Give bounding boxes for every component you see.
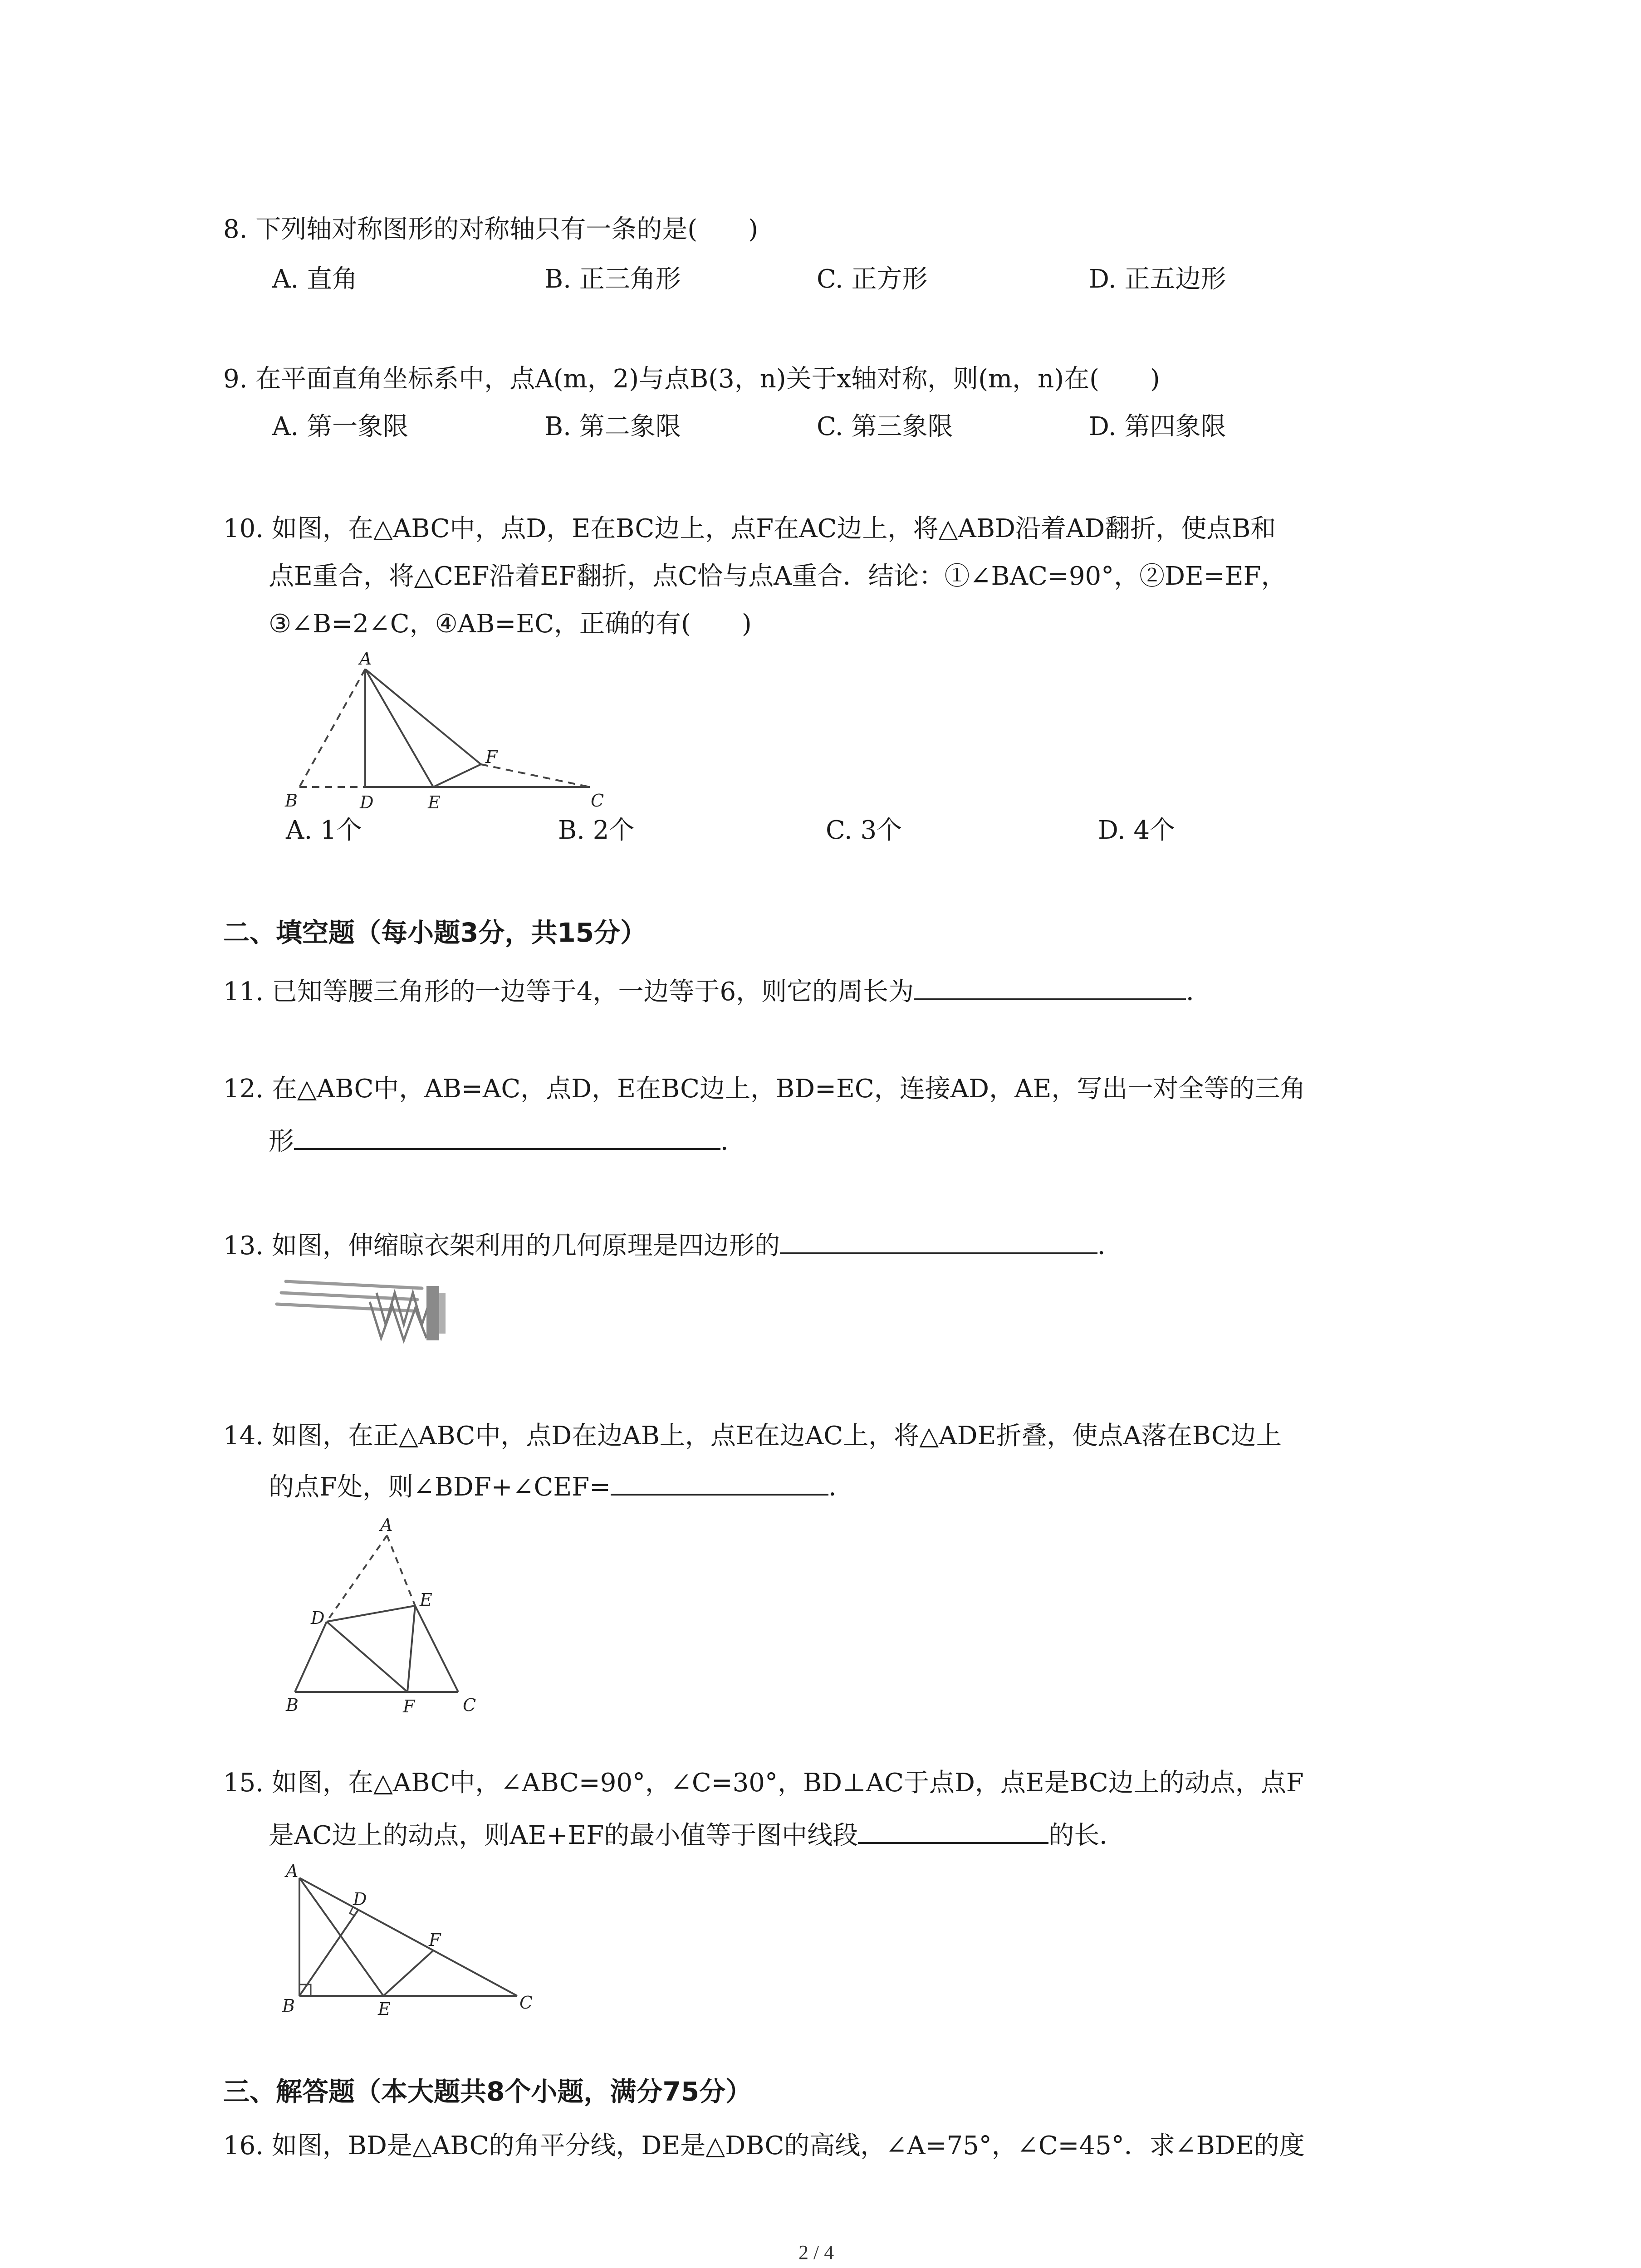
q14-seg-ec	[415, 1606, 458, 1692]
q14-answer-blank[interactable]	[611, 1468, 828, 1496]
q10-option-b: B. 2个	[558, 816, 635, 845]
q8-option-d: D. 正五边形	[1089, 264, 1226, 294]
q15-label-e: E	[378, 1999, 391, 2019]
q10-figure	[272, 644, 617, 812]
q14-label-d: D	[311, 1608, 325, 1628]
q14-figure	[277, 1515, 504, 1719]
q9-option-c: C. 第三象限	[817, 412, 953, 441]
q8-stem: 8. 下列轴对称图形的对称轴只有一条的是( )	[223, 215, 758, 244]
q14-seg-de	[327, 1606, 415, 1622]
q10-option-a: A. 1个	[286, 816, 362, 845]
q15-end: 的长．	[1048, 1821, 1125, 1850]
q12-line1: 12. 在△ABC中，AB=AC，点D，E在BC边上，BD=EC，连接AD，AE，写出一对全等的三角	[223, 1074, 1306, 1104]
q13-text: 13. 如图，伸缩晾衣架利用的几何原理是四边形的	[223, 1231, 780, 1261]
q8-option-b: B. 正三角形	[544, 264, 681, 294]
q14-label-b: B	[286, 1695, 299, 1715]
q15-line1: 15. 如图，在△ABC中，∠ABC=90°，∠C=30°，BD⊥AC于点D，点E是BC边上的动点，点F	[223, 1768, 1304, 1798]
q14-seg-ef	[407, 1606, 415, 1692]
q11-answer-blank[interactable]	[914, 973, 1186, 1000]
q14-end: ．	[828, 1472, 854, 1502]
q10-line1: 10. 如图，在△ABC中，点D，E在BC边上，点F在AC边上，将△ABD沿着AD翻折，使点B和	[223, 514, 1276, 543]
q15-line2	[269, 1817, 1125, 1852]
q15-seg-ef	[383, 1950, 433, 1996]
q10-label-f: F	[485, 747, 498, 767]
q10-seg-ef	[433, 764, 481, 787]
q13-answer-blank[interactable]	[780, 1227, 1097, 1254]
q14-line2	[269, 1468, 854, 1504]
q14-seg-df	[327, 1622, 407, 1692]
q10-option-c: C. 3个	[826, 816, 902, 845]
section-2-heading: 二、填空题（每小题3分，共15分）	[223, 917, 647, 948]
q15-text: 是AC边上的动点，则AE+EF的最小值等于图中线段	[269, 1821, 858, 1850]
q9-option-b: B. 第二象限	[544, 412, 681, 441]
q10-seg-fc	[481, 764, 590, 787]
q10-label-c: C	[591, 791, 604, 811]
q10-label-b: B	[285, 791, 298, 811]
q15-label-f: F	[429, 1930, 441, 1950]
q11-end: ．	[1186, 977, 1212, 1007]
q14-label-f: F	[403, 1696, 415, 1716]
q10-line2: 点E重合，将△CEF沿着EF翻折，点C恰与点A重合．结论：①∠BAC=90°，②DE=EF，	[269, 562, 1287, 591]
q10-option-d: D. 4个	[1098, 816, 1176, 845]
q15-label-a: A	[286, 1861, 299, 1881]
q10-seg-ae	[365, 669, 433, 787]
q15-answer-blank[interactable]	[858, 1817, 1048, 1844]
q15-figure	[272, 1855, 544, 2019]
q14-seg-db	[295, 1622, 327, 1692]
q10-label-a: A	[359, 649, 372, 669]
q15-seg-ac	[299, 1878, 517, 1996]
q14-text: 的点F处，则∠BDF+∠CEF=	[269, 1472, 611, 1502]
q15-label-d: D	[353, 1889, 367, 1909]
q14-label-e: E	[420, 1590, 432, 1610]
q16-stem: 16. 如图，BD是△ABC的角平分线，DE是△DBC的高线，∠A=75°，∠C=45°．求∠BDE的度	[223, 2131, 1305, 2160]
q10-seg-ab	[299, 669, 365, 787]
q8-option-a: A. 直角	[272, 264, 358, 294]
q14-seg-ae	[387, 1535, 415, 1606]
q9-option-a: A. 第一象限	[272, 412, 409, 441]
q12-line2	[269, 1123, 746, 1158]
page-number: 2 / 4	[798, 2241, 834, 2263]
q15-label-c: C	[519, 1993, 533, 2013]
section-3-heading: 三、解答题（本大题共8个小题，满分75分）	[223, 2076, 752, 2107]
q8-option-c: C. 正方形	[817, 264, 928, 294]
q12-end: ．	[720, 1127, 746, 1156]
q13-stem	[223, 1227, 1123, 1262]
q15-label-b: B	[282, 1996, 295, 2016]
q9-option-d: D. 第四象限	[1089, 412, 1226, 441]
q10-label-d: D	[360, 792, 374, 812]
q14-seg-ad	[327, 1535, 387, 1622]
q11-stem	[223, 973, 1211, 1008]
q13-drying-rack-photo	[272, 1266, 463, 1361]
q10-line3: ③∠B=2∠C，④AB=EC，正确的有( )	[269, 609, 752, 639]
q10-seg-af	[365, 669, 481, 764]
q9-stem: 9. 在平面直角坐标系中，点A(m，2)与点B(3，n)关于x轴对称，则(m，n)在( )	[223, 364, 1160, 394]
q14-label-a: A	[380, 1515, 393, 1535]
q10-label-e: E	[428, 792, 441, 812]
q14-label-c: C	[463, 1695, 476, 1715]
q15-seg-bd	[299, 1910, 358, 1996]
q13-end: ．	[1097, 1231, 1123, 1261]
q11-text: 11. 已知等腰三角形的一边等于4，一边等于6，则它的周长为	[223, 977, 914, 1007]
q12-text: 形	[269, 1127, 294, 1156]
q14-line1: 14. 如图，在正△ABC中，点D在边AB上，点E在边AC上，将△ADE折叠，使点A落在BC边上	[223, 1421, 1282, 1451]
q12-answer-blank[interactable]	[294, 1123, 720, 1150]
